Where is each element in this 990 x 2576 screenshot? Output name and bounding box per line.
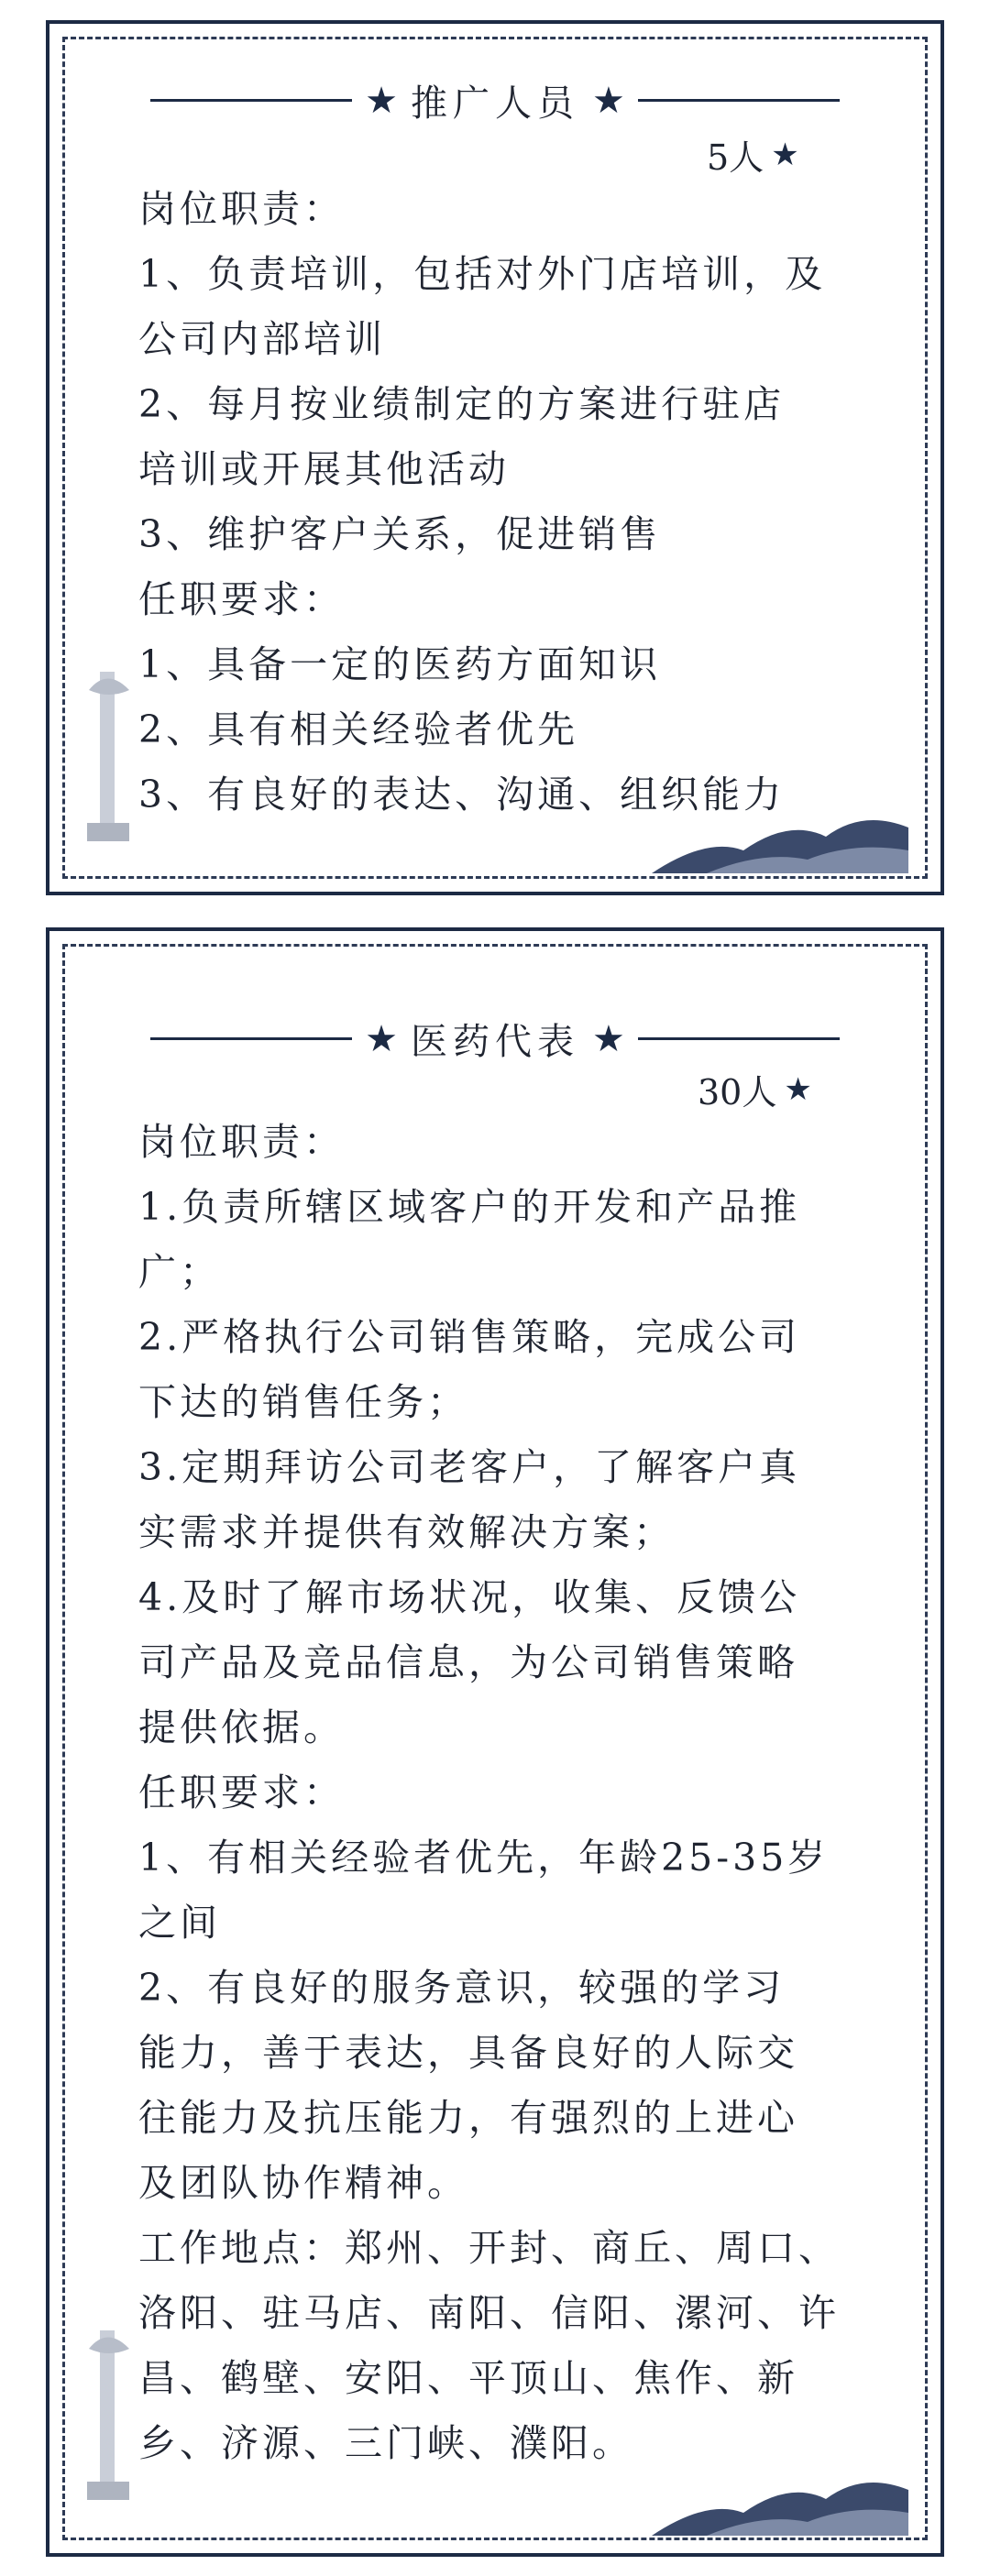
text-line: 岗位职责： [138, 1120, 345, 1164]
text-line: 2、有良好的服务意识，较强的学习 [138, 1966, 786, 2010]
text-line: 1、具备一定的医药方面知识 [138, 642, 662, 686]
text-line: 公司内部培训 [138, 317, 386, 361]
text-line: 昌、鹤壁、安阳、平顶山、焦作、新 [138, 2356, 798, 2400]
text-line: 1、负责培训，包括对外门店培训，及 [138, 252, 827, 296]
job-card-medical-rep [46, 927, 944, 2557]
section-title: 推广人员 [411, 82, 579, 125]
text-line: 及团队协作精神。 [138, 2161, 468, 2205]
section-header [65, 1013, 925, 1065]
headcount-text: 30人 [698, 1072, 777, 1113]
text-line: 往能力及抗压能力，有强烈的上进心 [138, 2096, 798, 2140]
text-line: 乡、济源、三门峡、濮阳。 [138, 2421, 633, 2465]
column-decoration-icon [82, 2321, 137, 2505]
headcount-text: 5人 [707, 137, 764, 178]
header-rule-right [638, 1037, 840, 1040]
text-line: 司产品及竞品信息，为公司销售策略 [138, 1640, 798, 1684]
text-line: 1、有相关经验者优先，年龄25-35岁 [138, 1836, 830, 1880]
headcount [707, 129, 799, 180]
section-header [65, 74, 925, 126]
section-title: 医药代表 [411, 1021, 579, 1063]
text-line: 广； [138, 1250, 221, 1294]
headcount [698, 1064, 812, 1114]
text-line: 3、有良好的表达、沟通、组织能力 [138, 773, 786, 817]
text-line: 2.严格执行公司销售策略，完成公司 [138, 1315, 801, 1359]
text-line: 任职要求： [138, 577, 345, 621]
star-icon: ★ [592, 1017, 625, 1060]
header-rule-right [638, 99, 840, 102]
text-line: 洛阳、驻马店、南阳、信阳、漯河、许 [138, 2291, 840, 2335]
section-body [138, 1110, 861, 2476]
text-line: 岗位职责： [138, 187, 345, 231]
text-line: 4.及时了解市场状况，收集、反馈公 [138, 1575, 801, 1619]
job-card-promoter [46, 20, 944, 895]
text-line: 能力，善于表达，具备良好的人际交 [138, 2031, 798, 2075]
text-line: 之间 [138, 1901, 221, 1945]
text-line: 任职要求： [138, 1770, 345, 1814]
dashed-frame [62, 37, 928, 879]
wave-decoration-icon [652, 2462, 908, 2536]
header-rule-left [150, 1037, 352, 1040]
header-rule-left [150, 99, 352, 102]
wave-decoration-icon [652, 800, 908, 873]
star-icon: ★ [784, 1070, 812, 1108]
text-line: 3.定期拜访公司老客户，了解客户真 [138, 1445, 801, 1489]
text-line: 实需求并提供有效解决方案； [138, 1510, 675, 1554]
text-line: 工作地点：郑州、开封、商丘、周口、 [138, 2226, 840, 2270]
column-decoration-icon [82, 663, 137, 846]
text-line: 2、每月按业绩制定的方案进行驻店 [138, 382, 786, 426]
text-line: 下达的销售任务； [138, 1380, 468, 1424]
text-line: 2、具有相关经验者优先 [138, 707, 579, 751]
star-icon: ★ [592, 79, 625, 122]
section-body [138, 177, 861, 828]
text-line: 提供依据。 [138, 1705, 345, 1749]
text-line: 3、维护客户关系，促进销售 [138, 512, 662, 556]
text-line: 培训或开展其他活动 [138, 447, 510, 491]
text-line: 1.负责所辖区域客户的开发和产品推 [138, 1185, 801, 1229]
dashed-frame [62, 944, 928, 2540]
star-icon: ★ [771, 136, 799, 173]
star-icon: ★ [365, 79, 398, 122]
star-icon: ★ [365, 1017, 398, 1060]
